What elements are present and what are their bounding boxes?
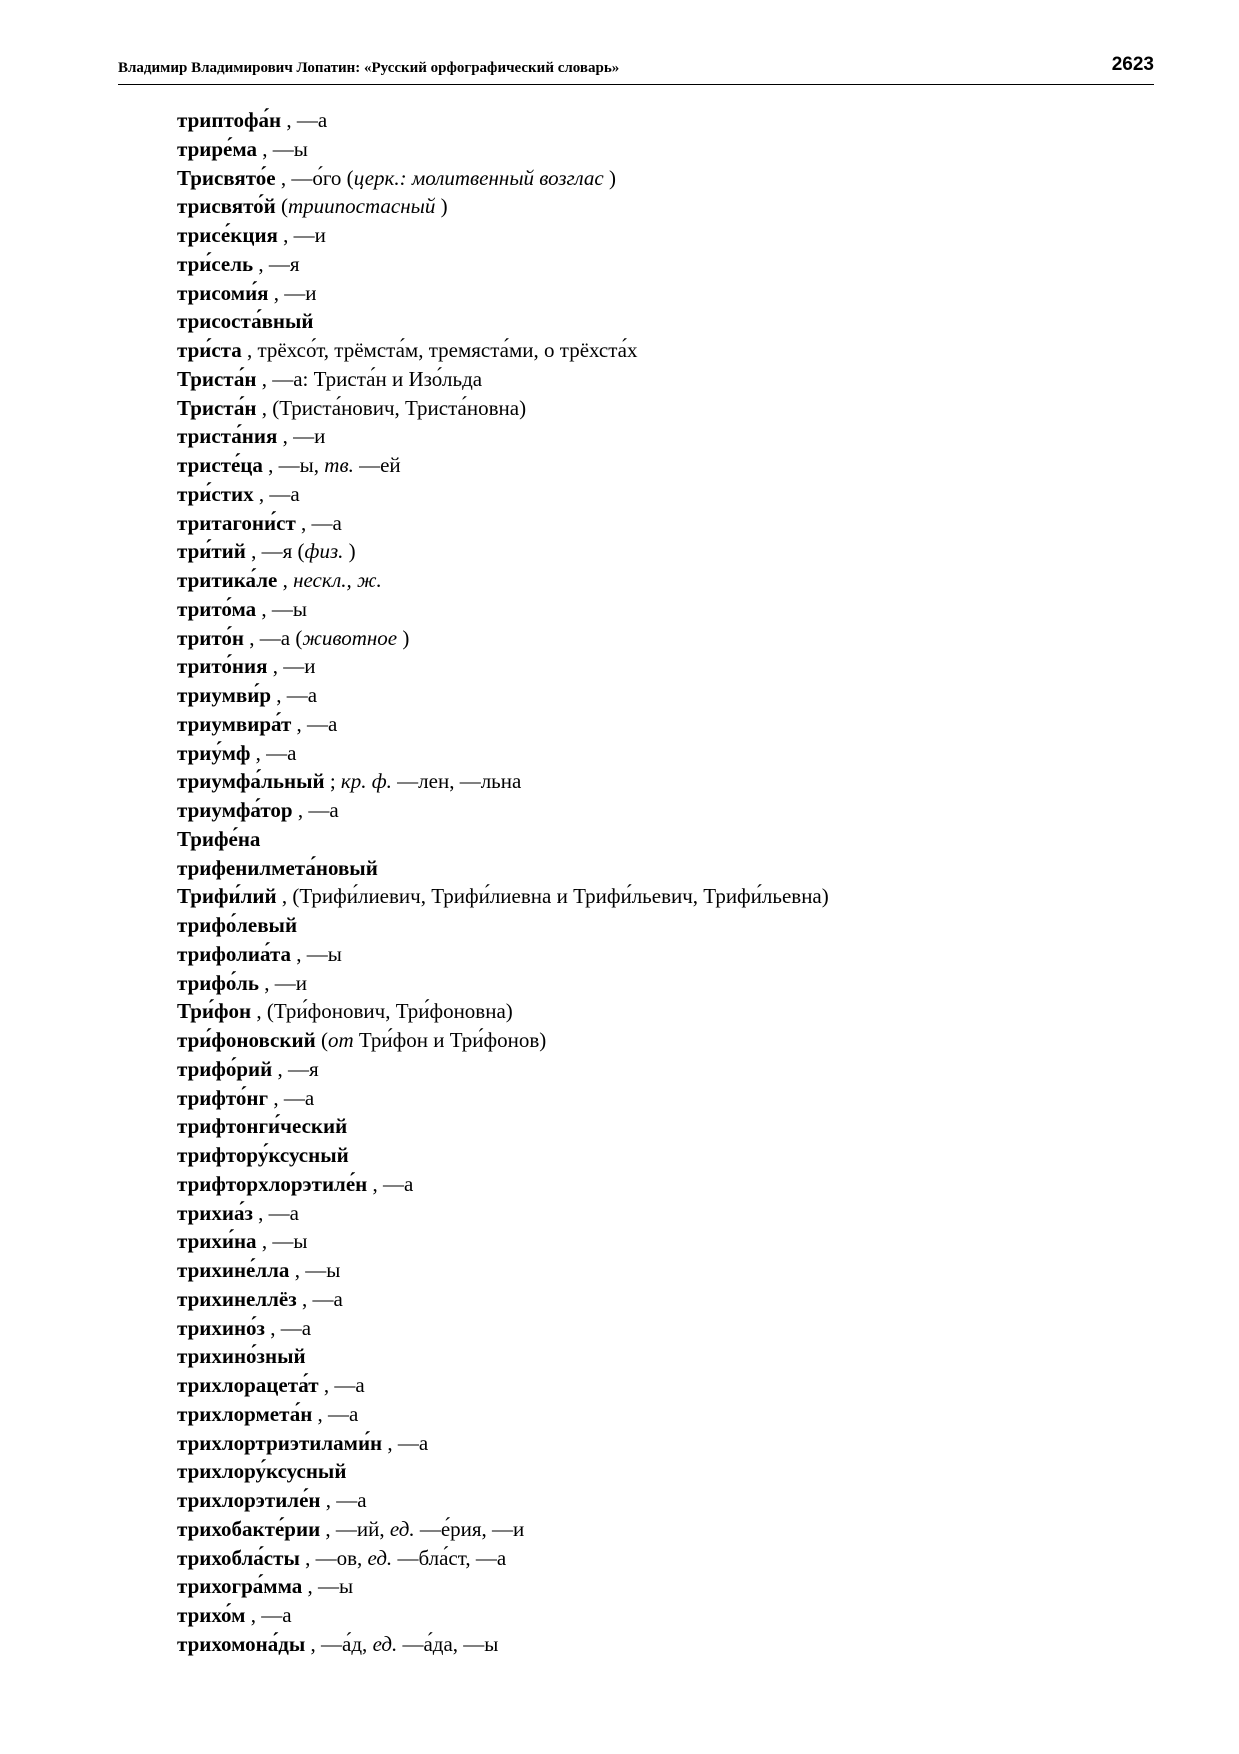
entry-forms: ) [343, 539, 356, 564]
entry-headword: трихинеллёз [177, 1286, 297, 1311]
dictionary-entry [177, 164, 1157, 193]
entry-grammar-note: ед. [389, 1516, 415, 1541]
dictionary-entry [177, 1429, 1157, 1458]
entry-headword: трихлору́ксусный [177, 1459, 347, 1484]
entry-forms: , —а [318, 1373, 365, 1397]
dictionary-entry [177, 336, 1157, 365]
entry-forms: , —ий, [320, 1516, 390, 1541]
entry-forms: , —а ( [244, 625, 303, 650]
entry-forms: , —а: Триста́н и Изо́льда [256, 366, 483, 391]
dictionary-entry [177, 997, 1157, 1026]
entry-forms: , —а [295, 510, 342, 535]
entry-headword: трито́ния [177, 654, 268, 679]
entry-headword: трифо́левый [177, 913, 298, 937]
entry-forms: , —а [292, 798, 339, 822]
entry-headword: трихобла́сты [177, 1545, 300, 1570]
dictionary-entry [177, 365, 1157, 394]
dictionary-entry [177, 739, 1157, 768]
dictionary-entry [177, 710, 1157, 739]
entry-forms: , —а [252, 1200, 299, 1225]
entry-forms: , —ов, [299, 1545, 368, 1570]
entry-headword: тритагони́ст [177, 510, 296, 535]
entry-headword: трито́н [177, 625, 244, 650]
entry-grammar-note: тв. [324, 453, 354, 477]
dictionary-entry [177, 1026, 1157, 1055]
dictionary-entry [177, 969, 1157, 998]
dictionary-entry [177, 509, 1157, 538]
entry-forms: , —а [265, 1315, 312, 1340]
page-number: 2623 [1111, 54, 1154, 75]
entry-headword: трихомона́ды [177, 1631, 306, 1656]
entry-forms: , —я ( [245, 539, 305, 564]
entry-headword: трихино́з [177, 1315, 265, 1340]
entry-headword: трисвято́й [177, 194, 276, 219]
entry-forms: , трёхсо́т, трёмста́м, тремяста́ми, о трёхста́х [241, 338, 638, 362]
dictionary-entry [177, 1199, 1157, 1228]
dictionary-entry [177, 1285, 1157, 1314]
entry-forms: —бла́ст, —а [392, 1545, 507, 1570]
page-header [118, 52, 1154, 85]
book-title: Владимир Владимирович Лопатин: «Русский орфографический словарь» [118, 60, 620, 76]
dictionary-entry [177, 1486, 1157, 1515]
dictionary-entry [177, 1170, 1157, 1199]
entry-forms: , —а [296, 1286, 343, 1311]
entry-headword: трихлормета́н [177, 1401, 313, 1426]
entry-headword: трихобакте́рии [177, 1516, 321, 1541]
entry-headword: триста́ния [177, 424, 278, 449]
dictionary-entry [177, 422, 1157, 451]
entry-forms: —е́рия, —и [414, 1516, 525, 1541]
entry-forms: , —а [268, 1085, 315, 1110]
dictionary-entry [177, 1572, 1157, 1601]
entry-forms: , —ы [291, 941, 342, 966]
dictionary-entry [177, 595, 1157, 624]
entry-headword: тритика́ле [177, 568, 278, 592]
entry-headword: трифолиа́та [177, 941, 292, 966]
entry-grammar-note: ед. [372, 1631, 398, 1656]
dictionary-entry [177, 135, 1157, 164]
entry-grammar-note: нескл., ж. [293, 568, 382, 592]
entry-headword: трисоми́я [177, 280, 269, 305]
entry-headword: трито́ма [177, 596, 257, 621]
entry-grammar-note: физ. [304, 539, 344, 564]
dictionary-entry [177, 106, 1157, 135]
entry-headword: Трисвято́е [177, 165, 276, 190]
entry-headword: трихогра́мма [177, 1574, 303, 1599]
dictionary-entry [177, 1601, 1157, 1630]
entry-headword: тристе́ца [177, 453, 263, 477]
entry-headword: трихо́м [177, 1603, 246, 1627]
dictionary-entry [177, 1457, 1157, 1486]
dictionary-entry [177, 566, 1157, 595]
dictionary-entry [177, 767, 1157, 796]
dictionary-entry [177, 537, 1157, 566]
entry-headword: триумви́р [177, 683, 271, 707]
entry-headword: трифо́рий [177, 1056, 273, 1081]
entry-headword: три́стих [177, 481, 254, 506]
entry-headword: трифо́ль [177, 970, 259, 995]
entry-headword: трихлортриэтилами́н [177, 1430, 383, 1455]
dictionary-entries [177, 106, 1157, 1659]
entry-forms: ( [315, 1028, 328, 1052]
dictionary-entry [177, 192, 1157, 221]
dictionary-entry [177, 1630, 1157, 1659]
entry-forms: , —и [267, 654, 316, 679]
entry-forms: , —ы, [262, 453, 325, 477]
entry-headword: три́тий [177, 539, 246, 564]
entry-forms: , —ы [257, 136, 308, 161]
entry-headword: триумвира́т [177, 711, 292, 736]
dictionary-entry [177, 1055, 1157, 1084]
entry-forms: , —и [259, 970, 307, 995]
entry-forms: Три́фон и Три́фонов) [353, 1028, 547, 1052]
entry-forms: , —а́д, [305, 1631, 373, 1656]
entry-headword: трихи́на [177, 1229, 257, 1254]
dictionary-entry [177, 1371, 1157, 1400]
entry-forms: , —а [281, 108, 328, 132]
dictionary-entry [177, 1400, 1157, 1429]
entry-headword: трихлорэтиле́н [177, 1488, 321, 1512]
dictionary-entry [177, 1256, 1157, 1285]
entry-headword: Три́фон [177, 999, 252, 1024]
entry-forms: , —ы [256, 1229, 308, 1254]
entry-forms: , —а [245, 1603, 292, 1627]
dictionary-entry [177, 1112, 1157, 1141]
entry-forms: ) [397, 625, 410, 650]
entry-headword: Трифи́лий [177, 884, 277, 909]
entry-forms: , —ы [302, 1574, 354, 1599]
dictionary-entry [177, 882, 1157, 911]
entry-forms: ) [603, 165, 616, 190]
entry-headword: трисе́кция [177, 223, 278, 247]
entry-headword: трифтонги́ческий [177, 1114, 348, 1139]
dictionary-entry [177, 1084, 1157, 1113]
entry-forms: , (Триста́нович, Триста́новна) [256, 395, 527, 420]
entry-forms: , —а [367, 1171, 414, 1196]
dictionary-entry [177, 911, 1157, 940]
entry-forms: , —я [272, 1056, 319, 1081]
dictionary-entry [177, 451, 1157, 480]
dictionary-entry [177, 279, 1157, 308]
entry-headword: трихино́зный [177, 1344, 306, 1369]
dictionary-entry [177, 1227, 1157, 1256]
entry-headword: триумфа́тор [177, 798, 293, 822]
dictionary-entry [177, 681, 1157, 710]
entry-headword: триптофа́н [177, 108, 282, 132]
entry-grammar-note: кр. ф. [340, 769, 392, 794]
entry-headword: трихиа́з [177, 1200, 253, 1225]
dictionary-entry [177, 624, 1157, 653]
entry-headword: Триста́н [177, 366, 257, 391]
dictionary-entry [177, 1544, 1157, 1573]
entry-headword: три́ста [177, 338, 242, 362]
entry-headword: трихине́лла [177, 1258, 290, 1282]
entry-forms: , —о́го ( [275, 165, 354, 190]
entry-forms: , (Три́фонович, Три́фоновна) [251, 999, 513, 1024]
entry-headword: трифенилмета́новый [177, 855, 378, 880]
entry-forms: ) [435, 194, 448, 219]
entry-forms: , —ы [256, 596, 308, 621]
entry-forms: , —а [320, 1488, 367, 1512]
dictionary-entry [177, 1141, 1157, 1170]
entry-headword: Трифе́на [177, 826, 261, 851]
entry-forms: , —ы [289, 1258, 341, 1282]
entry-forms: , —и [277, 223, 326, 247]
dictionary-entry [177, 1314, 1157, 1343]
entry-forms: , —и [268, 280, 317, 305]
entry-grammar-note: церк.: молитвенный возглас [353, 165, 604, 190]
entry-grammar-note: от [327, 1028, 354, 1052]
entry-headword: трифто́нг [177, 1085, 269, 1110]
dictionary-entry [177, 652, 1157, 681]
dictionary-entry [177, 796, 1157, 825]
entry-forms: ( [275, 194, 288, 219]
entry-headword: три́сель [177, 251, 254, 276]
entry-forms: ; [324, 769, 341, 794]
dictionary-entry [177, 825, 1157, 854]
entry-forms: , —а [291, 711, 338, 736]
dictionary-entry [177, 854, 1157, 883]
entry-forms: —а́да, —ы [397, 1631, 499, 1656]
entry-headword: триумфа́льный [177, 769, 325, 794]
entry-forms: —ей [353, 453, 401, 477]
entry-forms: , —и [277, 424, 326, 449]
entry-headword: трире́ма [177, 136, 258, 161]
entry-headword: трифторхлорэтиле́н [177, 1171, 368, 1196]
entry-grammar-note: триипостасный [288, 194, 436, 219]
entry-forms: , (Трифи́лиевич, Трифи́лиевна и Трифи́льевич, Трифи́льевна) [276, 884, 829, 909]
entry-headword: трихлорацета́т [177, 1373, 319, 1397]
entry-headword: Триста́н [177, 395, 257, 420]
entry-forms: , —а [253, 481, 300, 506]
dictionary-entry [177, 480, 1157, 509]
entry-headword: трифтору́ксусный [177, 1143, 349, 1167]
entry-grammar-note: ед. [367, 1545, 393, 1570]
dictionary-entry [177, 307, 1157, 336]
entry-forms: , —а [271, 683, 318, 707]
entry-grammar-note: животное [302, 625, 398, 650]
entry-forms: , —я [253, 251, 300, 276]
entry-forms: —лен, —льна [391, 769, 522, 794]
entry-headword: трисоста́вный [177, 309, 314, 334]
dictionary-entry [177, 1342, 1157, 1371]
entry-forms: , —а [250, 740, 297, 765]
dictionary-entry [177, 940, 1157, 969]
dictionary-entry [177, 1515, 1157, 1544]
entry-forms: , [277, 568, 294, 592]
entry-forms: , —а [312, 1401, 359, 1426]
dictionary-entry [177, 250, 1157, 279]
dictionary-entry [177, 221, 1157, 250]
entry-forms: , —а [382, 1430, 429, 1455]
entry-headword: три́фоновский [177, 1028, 316, 1052]
dictionary-entry [177, 394, 1157, 423]
entry-headword: триу́мф [177, 740, 251, 765]
